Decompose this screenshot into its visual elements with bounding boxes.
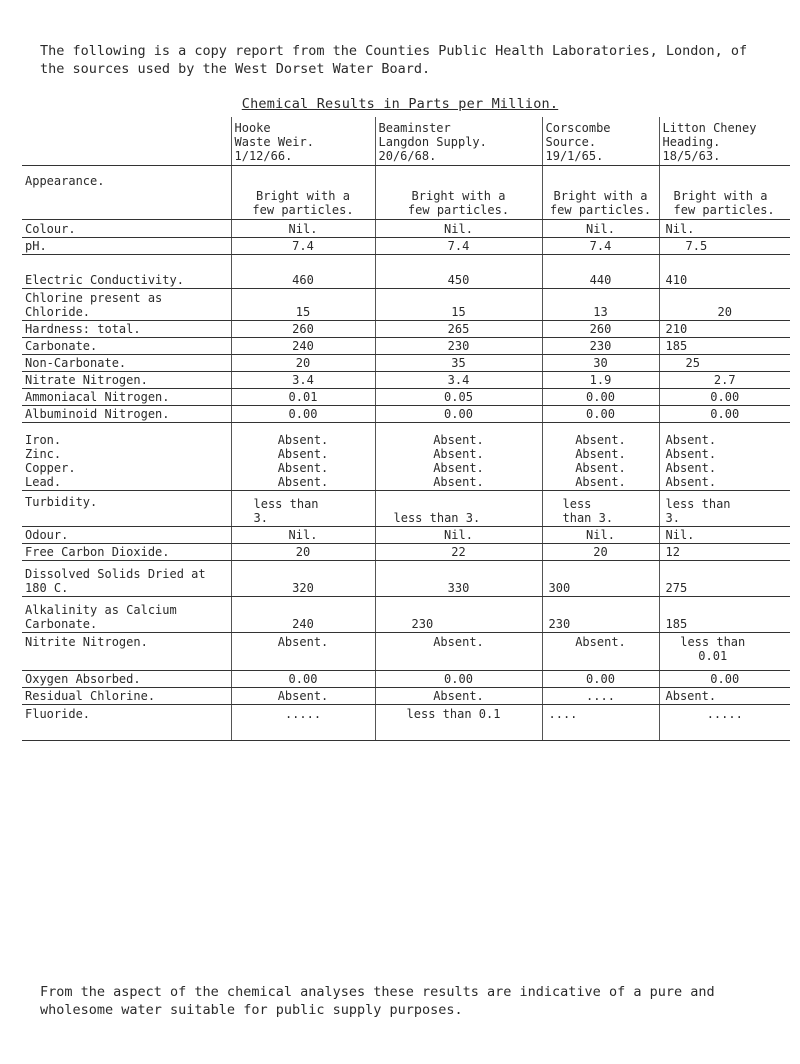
- metal-value: Absent.: [665, 446, 717, 461]
- cell-value: 15: [231, 288, 375, 320]
- cell-value: 1.9: [542, 371, 659, 388]
- cell-value: 0.00: [375, 670, 542, 687]
- metal-value: Absent.: [575, 446, 626, 461]
- cell-value: 20: [231, 354, 375, 371]
- row-nitrate-nitrogen: [22, 371, 790, 388]
- cell-value: 0.00: [375, 405, 542, 422]
- metal-value: Absent.: [277, 474, 329, 489]
- cell-value: 20: [542, 543, 659, 560]
- col-name: Litton Cheney: [662, 121, 757, 135]
- row-alkalinity: [22, 596, 790, 632]
- row-oxygen-absorbed: [22, 670, 790, 687]
- cell-value: 440: [542, 254, 659, 288]
- row-albuminoid-nitrogen: [22, 405, 790, 422]
- row-conductivity: [22, 254, 790, 288]
- metal-value: Absent.: [665, 460, 717, 475]
- cell-value: less than 3.: [542, 490, 659, 526]
- cell-value: 0.00: [542, 670, 659, 687]
- cell-value: 35: [375, 354, 542, 371]
- row-label: Chlorine present as Chloride.: [22, 288, 231, 320]
- cell-value: 260: [231, 320, 375, 337]
- row-label: Free Carbon Dioxide.: [22, 543, 231, 560]
- row-dissolved-solids: [22, 560, 790, 596]
- cell-value: less than 0.1: [375, 704, 542, 740]
- metal-value: Absent.: [277, 446, 329, 461]
- cell-value: 0.05: [375, 388, 542, 405]
- row-label: Dissolved Solids Dried at 180 C.: [22, 560, 231, 596]
- conclusion-paragraph: From the aspect of the chemical analyses these results are indicative of a pure and wholesome water suitable for public supply purposes.: [40, 984, 715, 1018]
- row-label: Turbidity.: [22, 490, 231, 526]
- cell-value: 20: [659, 288, 790, 320]
- cell-value: .....: [231, 704, 375, 740]
- cell-value: 0.01: [231, 388, 375, 405]
- metal-value: Absent.: [433, 446, 484, 461]
- row-turbidity: [22, 490, 790, 526]
- row-label: Electric Conductivity.: [22, 254, 231, 288]
- row-label: Hardness: total.: [22, 320, 231, 337]
- row-metals: [22, 422, 790, 490]
- col-line2: Waste Weir.: [234, 135, 314, 149]
- row-label: Odour.: [22, 526, 231, 543]
- row-appearance: [22, 165, 790, 219]
- cell-value: Nil.: [231, 219, 375, 237]
- col-header-hooke: [231, 117, 375, 165]
- cell-value: Absent.: [542, 632, 659, 670]
- cell-value: 410: [659, 254, 790, 288]
- row-label: Colour.: [22, 219, 231, 237]
- cell-value: 0.00: [231, 670, 375, 687]
- row-label: Nitrite Nitrogen.: [22, 632, 231, 670]
- cell-value: Bright with a few particles.: [231, 165, 375, 219]
- cell-value: 13: [542, 288, 659, 320]
- cell-value: 7.4: [231, 237, 375, 254]
- cell-value: 7.4: [542, 237, 659, 254]
- cell-value: Absent.: [375, 687, 542, 704]
- cell-value: 185: [659, 337, 790, 354]
- cell-value: Nil.: [231, 526, 375, 543]
- cell-value: 0.00: [542, 405, 659, 422]
- col-name: Hooke: [234, 121, 271, 135]
- row-colour: [22, 219, 790, 237]
- cell-value: 230: [375, 337, 542, 354]
- cell-value: 275: [659, 560, 790, 596]
- cell-value: 330: [375, 560, 542, 596]
- cell-value: 22: [375, 543, 542, 560]
- cell-value: 240: [231, 337, 375, 354]
- cell-value: 230: [375, 596, 542, 632]
- cell-value: 20: [231, 543, 375, 560]
- cell-value: Bright with a few particles.: [375, 165, 542, 219]
- cell-value: 7.5: [659, 237, 790, 254]
- cell-value: Bright with a few particles.: [659, 165, 790, 219]
- row-ph: [22, 237, 790, 254]
- metal-value: Absent.: [433, 460, 484, 475]
- cell-value: 0.00: [659, 388, 790, 405]
- metal-label-zinc: Zinc.: [25, 446, 62, 461]
- row-ammoniacal-nitrogen: [22, 388, 790, 405]
- row-label: Alkalinity as Calcium Carbonate.: [22, 596, 231, 632]
- cell-value: Bright with a few particles.: [542, 165, 659, 219]
- row-non-carbonate: [22, 354, 790, 371]
- cell-value: less than 3.: [231, 490, 375, 526]
- metal-value: Absent.: [575, 474, 626, 489]
- col-date: 1/12/66.: [234, 149, 293, 163]
- cell-value: 15: [375, 288, 542, 320]
- row-label: Non-Carbonate.: [22, 354, 231, 371]
- col-name: Beaminster: [378, 121, 451, 135]
- cell-value: 210: [659, 320, 790, 337]
- col-line2: Heading.: [662, 135, 721, 149]
- row-free-carbon-dioxide: [22, 543, 790, 560]
- row-label: Nitrate Nitrogen.: [22, 371, 231, 388]
- metal-label-iron: Iron.: [25, 432, 62, 447]
- table-header-row: [22, 117, 790, 165]
- metal-label-lead: Lead.: [25, 474, 62, 489]
- chemical-results-table: [22, 117, 790, 741]
- cell-value: 3.4: [375, 371, 542, 388]
- col-line2: Langdon Supply.: [378, 135, 487, 149]
- row-carbonate: [22, 337, 790, 354]
- col-line2: Source.: [545, 135, 597, 149]
- cell-value: 230: [542, 337, 659, 354]
- cell-value: 300: [542, 560, 659, 596]
- row-label: Fluoride.: [22, 704, 231, 740]
- cell-value: 320: [231, 560, 375, 596]
- cell-value: 265: [375, 320, 542, 337]
- cell-value: 7.4: [375, 237, 542, 254]
- cell-value: [542, 422, 659, 490]
- col-name: Corscombe: [545, 121, 611, 135]
- cell-value: less than 0.01: [659, 632, 790, 670]
- cell-value: ....: [542, 704, 659, 740]
- cell-value: ....: [542, 687, 659, 704]
- metal-value: Absent.: [575, 460, 626, 475]
- cell-value: Absent.: [375, 632, 542, 670]
- col-header-litton-cheney: [659, 117, 790, 165]
- row-label: pH.: [22, 237, 231, 254]
- col-date: 20/6/68.: [378, 149, 437, 163]
- cell-value: Nil.: [375, 219, 542, 237]
- row-chlorine-chloride: [22, 288, 790, 320]
- row-residual-chlorine: [22, 687, 790, 704]
- cell-value: Nil.: [375, 526, 542, 543]
- row-label: Oxygen Absorbed.: [22, 670, 231, 687]
- metal-value: Absent.: [433, 474, 484, 489]
- metal-value: Absent.: [433, 432, 484, 447]
- cell-value: 25: [659, 354, 790, 371]
- cell-value: 0.00: [231, 405, 375, 422]
- cell-value: Nil.: [542, 219, 659, 237]
- col-date: 19/1/65.: [545, 149, 604, 163]
- cell-value: Nil.: [542, 526, 659, 543]
- cell-value: 460: [231, 254, 375, 288]
- cell-value: 240: [231, 596, 375, 632]
- metal-value: Absent.: [665, 474, 717, 489]
- cell-value: 12: [659, 543, 790, 560]
- header-blank: [22, 117, 231, 165]
- cell-value: less than 3.: [659, 490, 790, 526]
- cell-value: .....: [659, 704, 790, 740]
- cell-value: [375, 422, 542, 490]
- metal-value: Absent.: [575, 432, 626, 447]
- intro-paragraph: The following is a copy report from the Counties Public Health Laboratories, London, of the sources used by the West Dorset Water Board.: [40, 43, 748, 77]
- row-label: Residual Chlorine.: [22, 687, 231, 704]
- cell-value: 0.00: [659, 405, 790, 422]
- cell-value: Absent.: [231, 687, 375, 704]
- metal-label-copper: Copper.: [25, 460, 76, 475]
- col-date: 18/5/63.: [662, 149, 721, 163]
- metal-value: Absent.: [665, 432, 717, 447]
- cell-value: 260: [542, 320, 659, 337]
- cell-value: 450: [375, 254, 542, 288]
- cell-value: Absent.: [231, 632, 375, 670]
- cell-value: 2.7: [659, 371, 790, 388]
- cell-value: Nil.: [659, 526, 790, 543]
- metal-value: Absent.: [277, 432, 329, 447]
- row-label: Ammoniacal Nitrogen.: [22, 388, 231, 405]
- row-label: [22, 422, 231, 490]
- row-label: Albuminoid Nitrogen.: [22, 405, 231, 422]
- cell-value: 0.00: [659, 670, 790, 687]
- row-label: Carbonate.: [22, 337, 231, 354]
- row-fluoride: [22, 704, 790, 740]
- col-header-beaminster: [375, 117, 542, 165]
- cell-value: 230: [542, 596, 659, 632]
- row-hardness-total: [22, 320, 790, 337]
- row-nitrite-nitrogen: [22, 632, 790, 670]
- row-odour: [22, 526, 790, 543]
- cell-value: [231, 422, 375, 490]
- table-heading: Chemical Results in Parts per Million.: [241, 96, 559, 112]
- cell-value: Absent.: [659, 687, 790, 704]
- cell-value: Nil.: [659, 219, 790, 237]
- metal-value: Absent.: [277, 460, 329, 475]
- cell-value: [659, 422, 790, 490]
- cell-value: 30: [542, 354, 659, 371]
- cell-value: 3.4: [231, 371, 375, 388]
- col-header-corscombe: [542, 117, 659, 165]
- row-label: Appearance.: [22, 165, 231, 219]
- cell-value: 0.00: [542, 388, 659, 405]
- cell-value: 185: [659, 596, 790, 632]
- cell-value: less than 3.: [375, 490, 542, 526]
